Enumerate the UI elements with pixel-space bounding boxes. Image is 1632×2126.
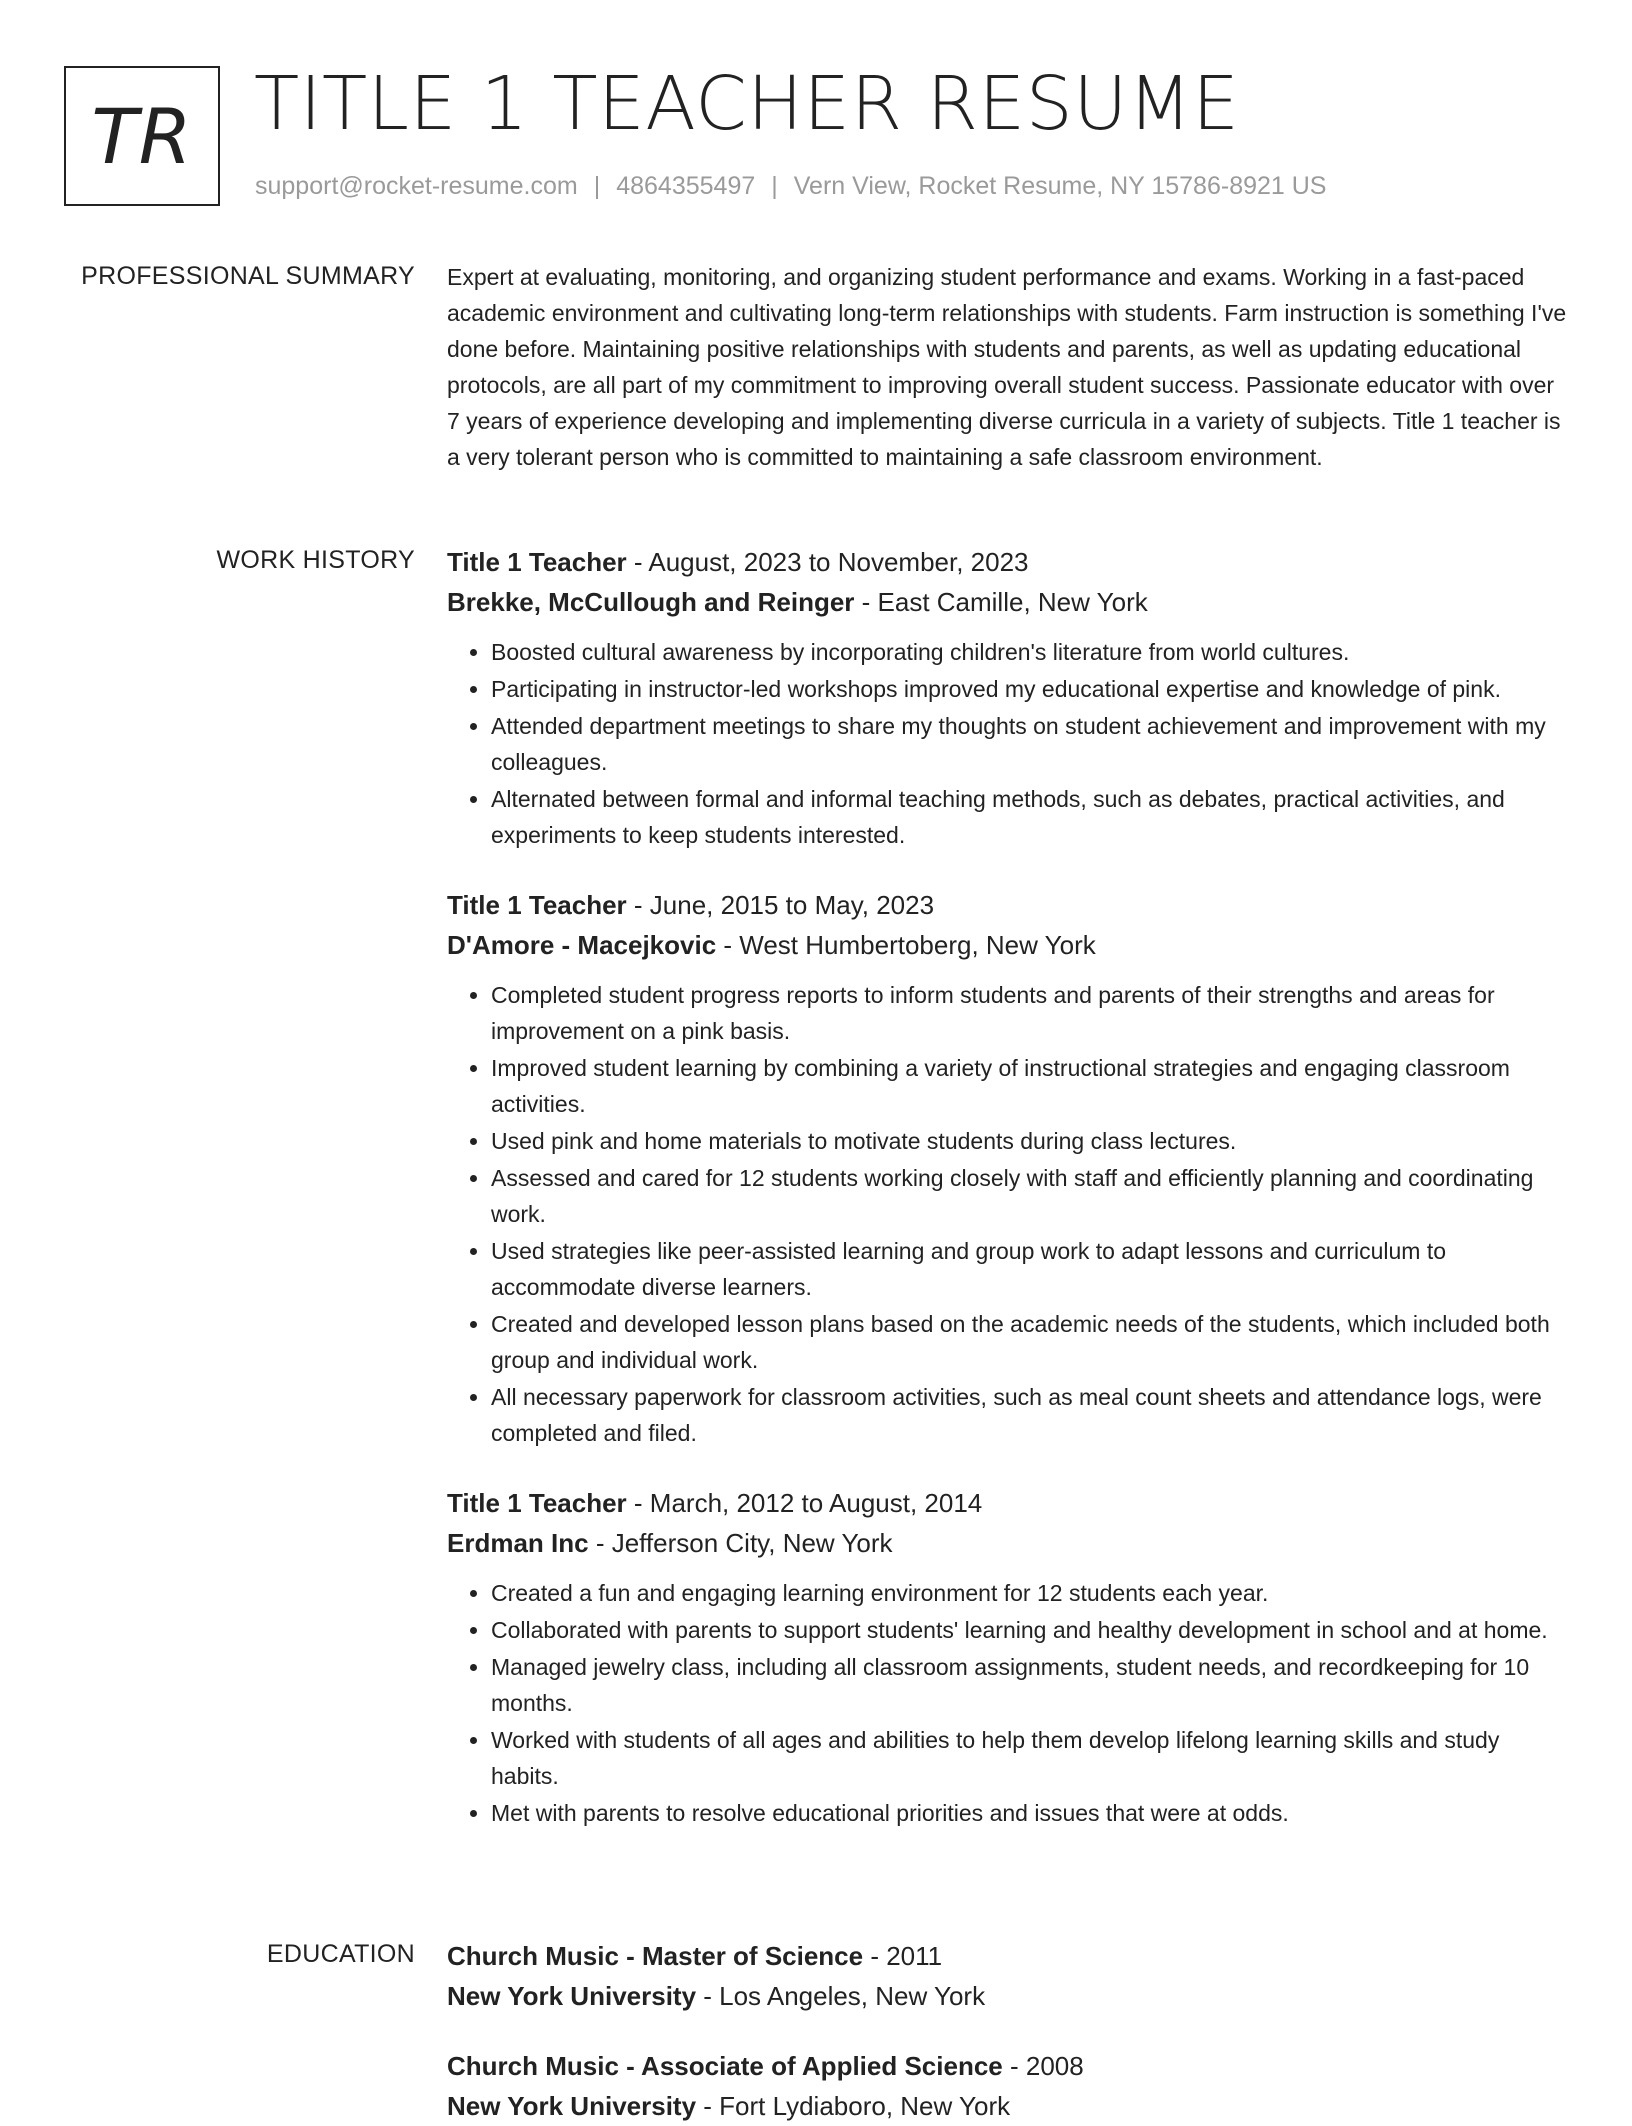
list-item: • Created a fun and engaging learning environment for 12 students each year. [491,1575,1567,1611]
job-company: D'Amore - Macejkovic [447,930,717,960]
education-school-line [447,2086,1567,2126]
contact-phone[interactable]: 4864355497 [616,172,756,200]
list-item: • Created and developed lesson plans based on the academic needs of the students, which included both group and individual work. [491,1306,1567,1378]
list-item: • Boosted cultural awareness by incorporating children's literature from world cultures. [491,634,1567,670]
education-degree-line [447,1936,1567,1976]
education-entry [447,2046,1567,2126]
job-bullets [447,1575,1567,1831]
job-company-line [447,1523,1567,1563]
work-history-heading: WORK HISTORY [216,546,415,574]
contact-separator: | [593,172,601,200]
list-item: • Alternated between formal and informal teaching methods, such as debates, practical activities, and experiments to keep students interested. [491,781,1567,853]
list-item: • Worked with students of all ages and abilities to help them develop lifelong learning skills and study habits. [491,1722,1567,1794]
education-heading: EDUCATION [266,1940,415,1968]
job-entry [447,542,1567,853]
job-bullets [447,977,1567,1451]
education-year: - 2011 [863,1941,943,1971]
education-school-line [447,1976,1567,2016]
job-title-line [447,1483,1567,1523]
summary-text: Expert at evaluating, monitoring, and organizing student performance and exams. Working in a fast-paced academic environment and cultivating long-term relationships with students. Farm instruction is something I've done before. Maintaining positive relationships with students and parents, as well as updating educational protocols, are all part of my commitment to improving overall student success. Passionate educator with over 7 years of experience developing and implementing diverse curricula in a variety of subjects. Title 1 teacher is a very tolerant person who is committed to maintaining a safe classroom environment. [447,264,1567,470]
education-year: - 2008 [1002,2051,1084,2081]
education-school: New York University [447,1981,697,2011]
list-item: • Participating in instructor-led workshops improved my educational expertise and knowledge of pink. [491,671,1567,707]
contact-address: Vern View, Rocket Resume, NY 15786-8921 US [793,172,1327,200]
list-item: • Completed student progress reports to inform students and parents of their strengths and areas for improvement on a pink basis. [491,977,1567,1049]
job-dates: - March, 2012 to August, 2014 [626,1488,983,1518]
job-company: Brekke, McCullough and Reinger [447,587,855,617]
job-title-line [447,542,1567,582]
list-item: • All necessary paperwork for classroom activities, such as meal count sheets and attendance logs, were completed and filed. [491,1379,1567,1451]
job-bullets [447,634,1567,853]
education-degree-line [447,2046,1567,2086]
list-item: • Met with parents to resolve educational priorities and issues that were at odds. [491,1795,1567,1831]
contact-line [255,172,1326,201]
job-company-line [447,582,1567,622]
education-degree: Church Music - Master of Science [447,1941,864,1971]
list-item: • Collaborated with parents to support students' learning and healthy development in school and at home. [491,1612,1567,1648]
job-title: Title 1 Teacher [447,890,627,920]
job-title: Title 1 Teacher [447,547,627,577]
education-degree: Church Music - Associate of Applied Science [447,2051,1003,2081]
contact-separator: | [771,172,778,200]
job-title-line [447,885,1567,925]
education-location: - Los Angeles, New York [696,1981,986,2011]
summary-heading: PROFESSIONAL SUMMARY [81,262,415,290]
list-item: • Attended department meetings to share my thoughts on student achievement and improvement with my colleagues. [491,708,1567,780]
job-entry [447,885,1567,1451]
job-company-line [447,925,1567,965]
job-dates: - June, 2015 to May, 2023 [626,890,935,920]
job-company: Erdman Inc [447,1528,589,1558]
job-location: - Jefferson City, New York [588,1528,893,1558]
job-dates: - August, 2023 to November, 2023 [626,547,1029,577]
list-item: • Used pink and home materials to motivate students during class lectures. [491,1123,1567,1159]
monogram-logo: TR [64,66,220,206]
job-location: - East Camille, New York [854,587,1148,617]
list-item: • Used strategies like peer-assisted learning and group work to adapt lessons and curriculum to accommodate diverse learners. [491,1233,1567,1305]
resume-title: TITLE 1 TEACHER RESUME [254,61,1240,147]
job-location: - West Humbertoberg, New York [716,930,1096,960]
list-item: • Improved student learning by combining a variety of instructional strategies and engaging classroom activities. [491,1050,1567,1122]
list-item: • Managed jewelry class, including all classroom assignments, student needs, and recordkeeping for 10 months. [491,1649,1567,1721]
education-entry [447,1936,1567,2016]
contact-email[interactable]: support@rocket-resume.com [255,172,578,200]
education-school: New York University [447,2091,697,2121]
job-title: Title 1 Teacher [447,1488,627,1518]
list-item: • Assessed and cared for 12 students working closely with staff and efficiently planning and coordinating work. [491,1160,1567,1232]
job-entry [447,1483,1567,1831]
education-location: - Fort Lydiaboro, New York [696,2091,1011,2121]
